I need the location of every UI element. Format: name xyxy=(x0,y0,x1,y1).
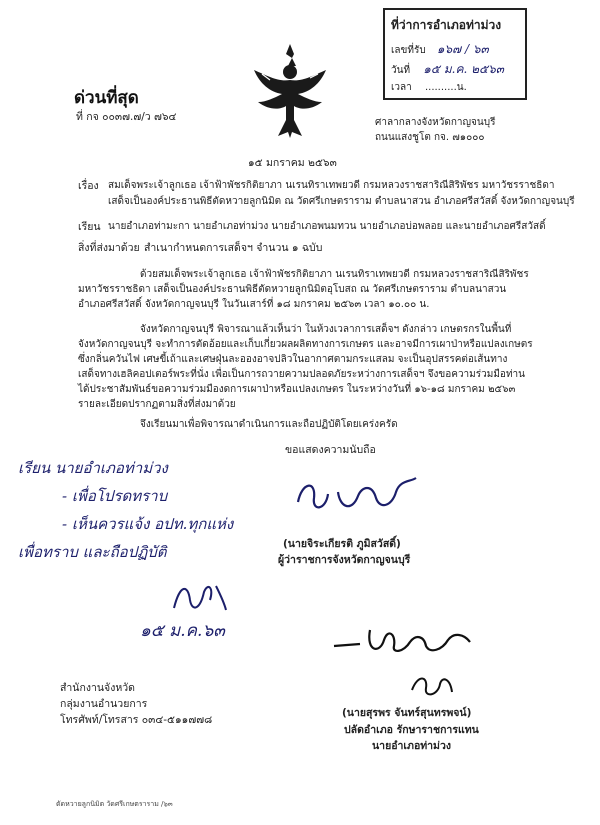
body-p2-line-6: รายละเอียดปรากฏตามสิ่งที่ส่งมาด้วย xyxy=(78,399,236,410)
footer-unit: สำนักงานจังหวัด xyxy=(60,682,135,694)
handwritten-note-line-3: - เห็นควรแจ้ง อปท.ทุกแห่ง xyxy=(62,515,234,533)
closing-text: ขอแสดงความนับถือ xyxy=(285,444,376,456)
enclosure-label: สิ่งที่ส่งมาด้วย xyxy=(78,242,140,254)
body-p2-line-4: เสด็จทางเฮลิคอปเตอร์พระที่นั่ง เพื่อเป็นการถวายความปลอดภัยระหว่างการเสด็จฯ จึงขอความร่วมมือท่าน xyxy=(78,369,525,380)
stamp-receive-no: ๑๖๗ / ๖๓ xyxy=(436,42,489,56)
handwritten-note-line-1: เรียน นายอำเภอท่าม่วง xyxy=(18,459,168,477)
enclosure-text: สำเนากำหนดการเสด็จฯ จำนวน ๑ ฉบับ xyxy=(144,242,323,254)
stamp-date-label: วันที่ xyxy=(391,65,411,76)
stamp-receive-no-label: เลขที่รับ xyxy=(391,45,426,56)
issuing-office: ศาลากลางจังหวัดกาญจนบุรี xyxy=(375,117,496,128)
garuda-emblem-icon xyxy=(248,40,332,140)
footer-file-note: ตัดหวายลูกนิมิต วัดศรีเกษตราราม /๖๓ xyxy=(56,800,173,808)
signer-title: ผู้ว่าราชการจังหวัดกาญจนบุรี xyxy=(278,554,411,566)
body-p1-line-1: ด้วยสมเด็จพระเจ้าลูกเธอ เจ้าฟ้าพัชรกิติยาภา นเรนทิราเทพยวดี กรมหลวงราชสาริณีสิริพัชร xyxy=(140,269,529,280)
handwritten-note-line-4: เพื่อทราบ และถือปฏิบัติ xyxy=(18,543,167,561)
body-p2-line-5: ได้ประชาสัมพันธ์ขอความร่วมมืองดการเผาป่าหรือแปลงเกษตร ในระหว่างวันที่ ๑๖-๑๘ มกราคม ๒๕๖๓ xyxy=(78,384,516,395)
body-p3: จึงเรียนมาเพื่อพิจารณาดำเนินการและถือปฏิบัติโดยเคร่งครัด xyxy=(140,419,398,430)
office-address: ถนนแสงชูโต กจ. ๗๑๐๐๐ xyxy=(375,132,485,143)
footer-phone: โทรศัพท์/โทรสาร ๐๓๔-๕๑๑๗๗๘ xyxy=(60,714,213,726)
handwritten-date: ๑๕ ม.ค.๖๓ xyxy=(140,621,225,641)
handwritten-note-line-2: - เพื่อโปรดทราบ xyxy=(62,487,168,505)
footer-group: กลุ่มงานอำนวยการ xyxy=(60,698,148,710)
handwritten-initial-signature xyxy=(170,580,230,614)
urgency-label: ด่วนที่สุด xyxy=(74,88,139,108)
signer-name: (นายจิระเกียรติ ภูมิสวัสดิ์) xyxy=(283,538,401,550)
stamp-receive-no-row xyxy=(391,40,489,59)
subject-line-1: สมเด็จพระเจ้าลูกเธอ เจ้าฟ้าพัชรกิติยาภา นเรนทิราเทพยวดี กรมหลวงราชสาริณีสิริพัชร มหาวัชรราชธิดา xyxy=(108,180,555,191)
recipient-label: เรียน xyxy=(78,221,101,233)
body-p2-line-1: จังหวัดกาญจนบุรี พิจารณาแล้วเห็นว่า ในห้วงเวลาการเสด็จฯ ดังกล่าว เกษตรกรในพื้นที่ xyxy=(140,324,512,335)
stamp-title: ที่ว่าการอำเภอท่าม่วง xyxy=(391,18,502,32)
stamp-date-row xyxy=(391,60,504,79)
deputy-title: ปลัดอำเภอ รักษาราชการแทน xyxy=(344,724,479,736)
recipient-text: นายอำเภอท่ามะกา นายอำเภอท่าม่วง นายอำเภอพนมทวน นายอำเภอบ่อพลอย และนายอำเภอศรีสวัสดิ์ xyxy=(108,221,546,232)
stamp-time: ..........น. xyxy=(424,82,467,93)
deputy-signature-1 xyxy=(330,622,480,658)
deputy-signature-2 xyxy=(408,670,458,700)
body-p1-line-3: อำเภอศรีสวัสดิ์ จังหวัดกาญจนบุรี ในวันเสาร์ที่ ๑๘ มกราคม ๒๕๖๓ เวลา ๑๐.๐๐ น. xyxy=(78,299,430,310)
document-number: ที่ กจ ๐๐๓๗.๗/ว ๗๖๔ xyxy=(76,111,177,123)
stamp-time-row xyxy=(391,80,467,95)
stamp-date: ๑๕ ม.ค. ๒๕๖๓ xyxy=(423,62,504,76)
governor-signature xyxy=(292,472,422,522)
body-p1-line-2: มหาวัชรราชธิดา เสด็จเป็นองค์ประธานพิธีตัดหวายลูกนิมิตอุโบสถ ณ วัดศรีเกษตราราม ตำบลนาสวน xyxy=(78,284,507,295)
receive-stamp xyxy=(383,8,527,100)
stamp-time-label: เวลา xyxy=(391,82,412,93)
body-p2-line-3: ซึ่งกลิ่นควันไฟ เศษขี้เถ้าและเศษฝุ่นละอองอาจปลิวในอากาศตามกระแสลม จะเป็นอุปสรรคต่อเส้นทาง xyxy=(78,354,508,365)
subject-label: เรื่อง xyxy=(78,180,99,192)
deputy-name: (นายสุรพร จันทร์สุนทรพจน์) xyxy=(342,707,472,719)
body-p2-line-2: จังหวัดกาญจนบุรี จะทำการตัดอ้อยและเก็บเกี่ยวผลผลิตทางการเกษตร และอาจมีการเผาป่าหรือแปลงเกษตร xyxy=(78,339,533,350)
document-date: ๑๕ มกราคม ๒๕๖๓ xyxy=(248,157,337,169)
deputy-title-2: นายอำเภอท่าม่วง xyxy=(372,740,452,752)
subject-line-2: เสด็จเป็นองค์ประธานพิธีตัดหวายลูกนิมิต ณ วัดศรีเกษตราราม ตำบลนาสวน อำเภอศรีสวัสดิ์ จังหวัดกาญจนบุรี xyxy=(108,196,575,207)
